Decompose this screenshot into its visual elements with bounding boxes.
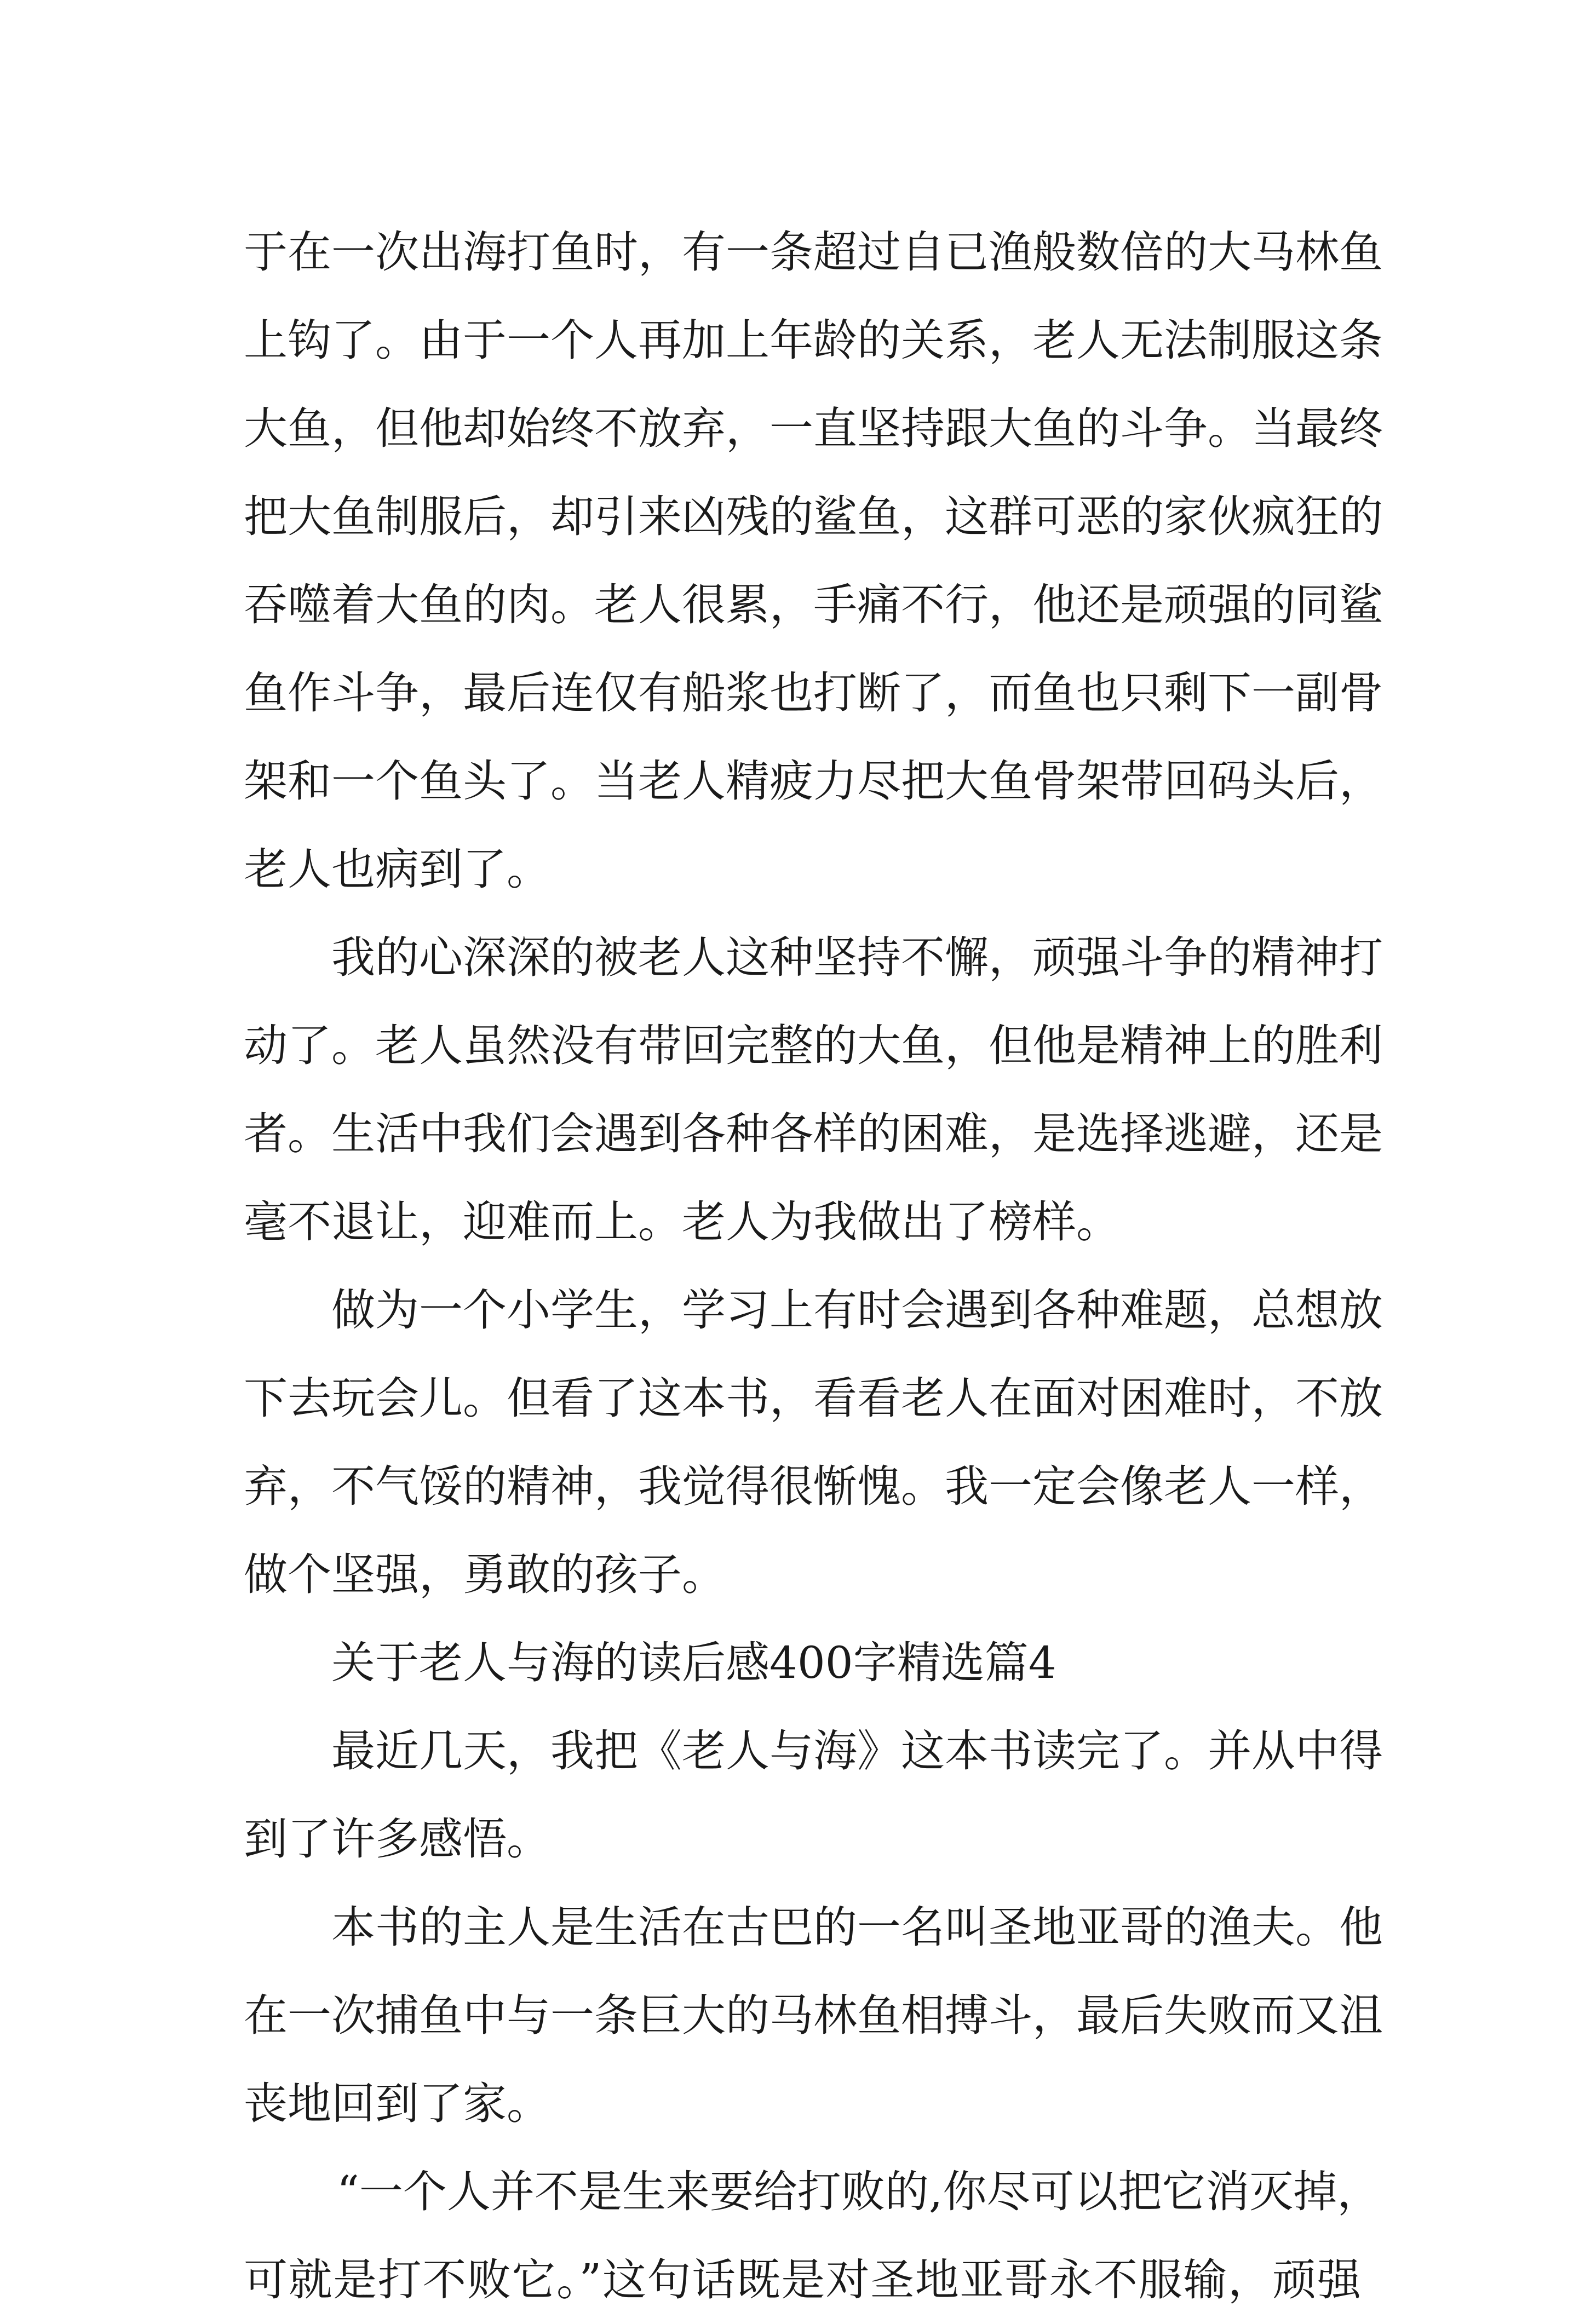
text-line: 毫不退让，迎难而上。老人为我做出了榜样。 <box>244 1196 1120 1247</box>
section-heading: 关于老人与海的读后感400字精选篇4 <box>331 1637 1056 1688</box>
paragraph-first-line: 做为一个小学生，学习上有时会遇到各种难题，总想放 <box>331 1285 1383 1336</box>
text-line: 下去玩会儿。但看了这本书，看看老人在面对困难时，不放 <box>244 1373 1383 1424</box>
paragraph-first-line: 我的心深深的被老人这种坚持不懈，顽强斗争的精神打 <box>331 932 1383 983</box>
text-line: 在一次捕鱼中与一条巨大的马林鱼相搏斗，最后失败而又沮 <box>244 1990 1383 2041</box>
text-line: 老人也病到了。 <box>244 844 550 895</box>
text-line: 大鱼，但他却始终不放弃，一直坚持跟大鱼的斗争。当最终 <box>244 403 1383 454</box>
text-line: 吞噬着大鱼的肉。老人很累，手痛不行，他还是顽强的同鲨 <box>244 579 1383 630</box>
text-line: 架和一个鱼头了。当老人精疲力尽把大鱼骨架带回码头后， <box>244 756 1383 807</box>
text-line: 可就是打不败它。”这句话既是对圣地亚哥永不服输，顽强 <box>244 2254 1361 2305</box>
text-line: 于在一次出海打鱼时，有一条超过自已渔般数倍的大马林鱼 <box>244 227 1383 278</box>
text-line: 弃，不气馁的精神，我觉得很惭愧。我一定会像老人一样， <box>244 1461 1383 1512</box>
text-line: 做个坚强，勇敢的孩子。 <box>244 1549 726 1600</box>
paragraph-first-line: 本书的主人是生活在古巴的一名叫圣地亚哥的渔夫。他 <box>331 1902 1383 1953</box>
text-line: 到了许多感悟。 <box>244 1814 550 1865</box>
text-line: 者。生活中我们会遇到各种各样的困难，是选择逃避，还是 <box>244 1108 1383 1159</box>
text-line: 鱼作斗争，最后连仅有船浆也打断了，而鱼也只剩下一副骨 <box>244 668 1383 718</box>
text-line: 动了。老人虽然没有带回完整的大鱼，但他是精神上的胜利 <box>244 1020 1383 1071</box>
document-body <box>244 208 1383 2324</box>
text-line: 丧地回到了家。 <box>244 2078 550 2129</box>
text-line: 把大鱼制服后，却引来凶残的鲨鱼，这群可恶的家伙疯狂的 <box>244 491 1383 542</box>
paragraph-first-line: 最近几天，我把《老人与海》这本书读完了。并从中得 <box>331 1725 1383 1776</box>
text-line: 上钩了。由于一个人再加上年龄的关系，老人无法制服这条 <box>244 315 1383 366</box>
paragraph-first-line: “一个人并不是生来要给打败的,你尽可以把它消灭掉， <box>337 2166 1381 2217</box>
